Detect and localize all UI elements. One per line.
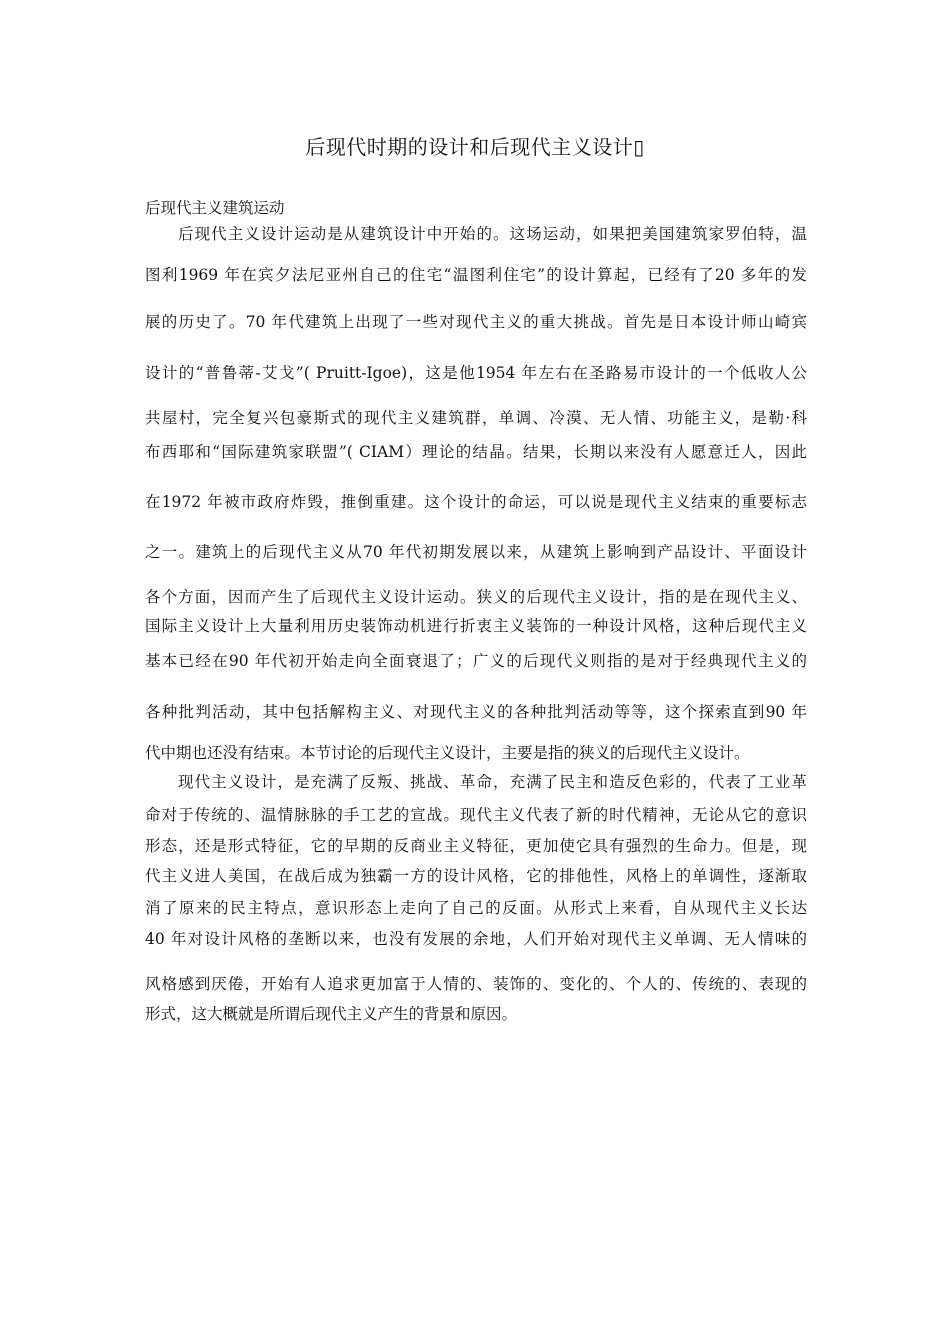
paragraph-line: 后现代主义设计运动是从建筑设计中开始的。这场运动，如果把美国建筑家罗伯特，温 — [178, 225, 807, 243]
paragraph-line: 消了原来的民主特点，意识形态上走向了自己的反面。从形式上来看，自从现代主义长达 — [145, 899, 807, 917]
paragraph-line: 之一。建筑上的后现代主义从70 年代初期发展以来，从建筑上影响到产品设计、平面设计 — [145, 543, 807, 561]
paragraph-line: 共屋村，完全复兴包豪斯式的现代主义建筑群，单调、冷漠、无人情、功能主义，是勒·科 — [145, 409, 807, 427]
paragraph-line: 代主义进人美国，在战后成为独霸一方的设计风格，它的排他性，风格上的单调性，逐渐取 — [145, 867, 807, 885]
section-heading: 后现代主义建筑运动 — [145, 199, 285, 217]
paragraph-line: 现代主义设计，是充满了反叛、挑战、革命，充满了民主和造反色彩的，代表了工业革 — [178, 773, 807, 791]
paragraph-line: 各个方面，因而产生了后现代主义设计运动。狭义的后现代主义设计，指的是在现代主义、 — [145, 588, 807, 606]
paragraph-line: 40 年对设计风格的垄断以来，也没有发展的余地，人们开始对现代主义单调、无人情味的 — [145, 930, 807, 948]
paragraph-line: 各种批判活动，其中包括解构主义、对现代主义的各种批判活动等等，这个探索直到90 年 — [145, 703, 807, 721]
paragraph-line: 布西耶和“国际建筑家联盟”( CIAM）理论的结晶。结果，长期以来没有人愿意迁人，因此 — [145, 443, 807, 461]
paragraph-line: 形式，这大概就是所谓后现代主义产生的背景和原因。 — [145, 1005, 518, 1023]
paragraph-line: 风格感到厌倦，开始有人追求更加富于人情的、装饰的、变化的、个人的、传统的、表现的 — [145, 975, 807, 993]
document-title: 后现代时期的设计和后现代主义设计▯ — [305, 135, 645, 159]
paragraph-line: 在1972 年被市政府炸毁，推倒重建。这个设计的命运，可以说是现代主义结束的重要标志 — [145, 493, 807, 511]
paragraph-line: 代中期也还没有结束。本节讨论的后现代主义设计，主要是指的狭义的后现代主义设计。 — [145, 744, 750, 762]
paragraph-line: 设计的“普鲁蒂-艾戈”( Pruitt-Igoe)，这是他1954 年左右在圣路易市设计的一个低收人公 — [145, 364, 807, 382]
paragraph-line: 形态，还是形式特征，它的早期的反商业主义特征，更加使它具有强烈的生命力。但是，现 — [145, 837, 807, 855]
paragraph-line: 基本已经在90 年代初开始走向全面衰退了；广义的后现代义则指的是对于经典现代主义的 — [145, 652, 807, 670]
paragraph-line: 命对于传统的、温情脉脉的手工艺的宣战。现代主义代表了新的时代精神，无论从它的意识 — [145, 806, 807, 824]
paragraph-line: 国际主义设计上大量利用历史装饰动机进行折衷主义装饰的一种设计风格，这种后现代主义 — [145, 617, 807, 635]
paragraph-line: 图利1969 年在宾夕法尼亚州自己的住宅“温图利住宅”的设计算起，已经有了20 多年的发 — [145, 266, 807, 284]
paragraph-line: 展的历史了。70 年代建筑上出现了一些对现代主义的重大挑战。首先是日本设计师山崎宾 — [145, 313, 807, 331]
